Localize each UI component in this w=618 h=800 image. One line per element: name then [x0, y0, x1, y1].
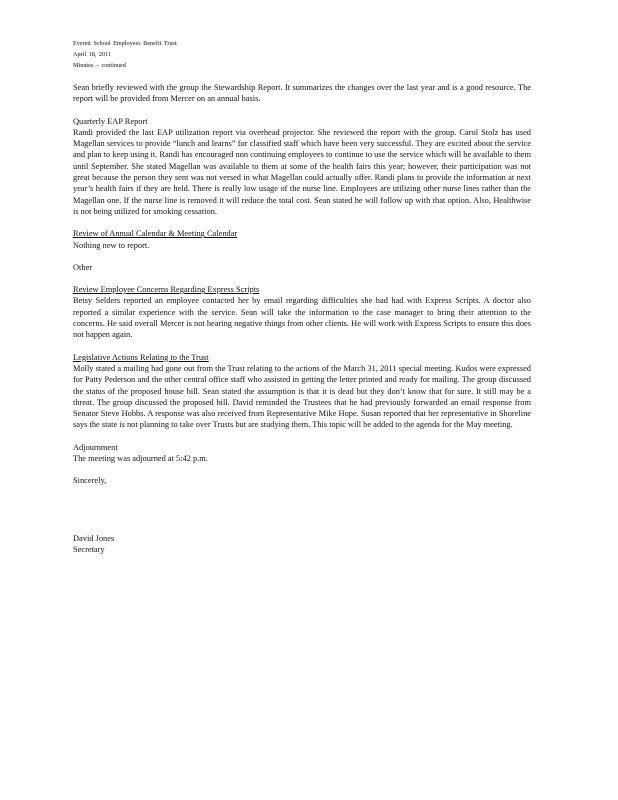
minutes-body — [73, 82, 531, 555]
adjournment-heading: Adjournment — [73, 442, 118, 452]
legislative-heading: Legislative Actions Relating to the Trust — [73, 352, 209, 362]
adjournment-paragraph: The meeting was adjourned at 5:42 p.m. — [73, 454, 208, 464]
eap-paragraph: Randi provided the last EAP utilization report via overhead projector. She reviewed the report with the group. Carol Stolz has used Magellan services to provide “lunch and learns” for classified staff which have been very successful. They are excited about the service and plan to keep using it. Randi has encouraged non continuing employees to continue to use the service which will be available to them until September. She stated Magellan was available to them at some of the health fairs this year; however, their participation was not great because the person they sent was not versed in what Magellan could actually offer. Randi plans to provide the information at next year’s health fairs if they are held. There is really low usage of the nurse line. Employees are utilizing other nurse lines rather than the Magellan one. If the nurse line is removed it will reduce the total cost. Sean stated he will follow up with that option. Also, Healthwise is not being utilized for smoking cessation. — [73, 127, 531, 216]
salutation: Sincerely, — [73, 476, 107, 486]
express-scripts-heading: Review Employee Concerns Regarding Express Scripts — [73, 285, 260, 295]
eap-heading: Quarterly EAP Report — [73, 116, 148, 126]
stewardship-paragraph: Sean briefly reviewed with the group the Stewardship Report. It summarizes the changes over the last year and is a good resource. The report will be provided from Mercer on an annual basis. — [73, 83, 531, 104]
signatory-title: Secretary — [73, 544, 105, 554]
header-continued: Minutes – continued — [73, 62, 126, 69]
header-date: April 18, 2011 — [73, 51, 112, 58]
calendar-paragraph: Nothing new to report. — [73, 240, 150, 250]
calendar-heading: Review of Annual Calendar & Meeting Calendar — [73, 229, 238, 239]
signatory-name: David Jones — [73, 533, 115, 543]
express-scripts-paragraph: Betsy Selders reported an employee contacted her by email regarding difficulties she had had with Express Scripts. A doctor also reported a similar experience with the service. Sean will take the information to the case manager to bring their attention to the concerns. He said overall Mercer is not hearing negative things from other clients. He will work with Express Scripts to ensure this does not happen again. — [73, 296, 531, 340]
legislative-paragraph: Molly stated a mailing had gone out from the Trust relating to the actions of the March 31, 2011 special meeting. Kudos were expressed for Patty Pederson and the other central office staff who assisted in getting the letter printed and ready for mailing. The group discussed the status of the proposed house bill. Sean stated the assumption is that it is dead but they don’t know that for sure. It still may be a threat. The group discussed the proposed bill. David reminded the Trustees that he had previously forwarded an email response from Senator Steve Hobbs. A response was also received from Representative Mike Hope. Susan reported that her representative in Shoreline says the state is not planning to take over Trusts but are studying them. This topic will be added to the agenda for the May meeting. — [73, 363, 531, 430]
page-header — [73, 38, 177, 71]
header-organization: Everett School Employees Benefit Trust — [73, 40, 177, 47]
other-heading: Other — [73, 262, 93, 272]
